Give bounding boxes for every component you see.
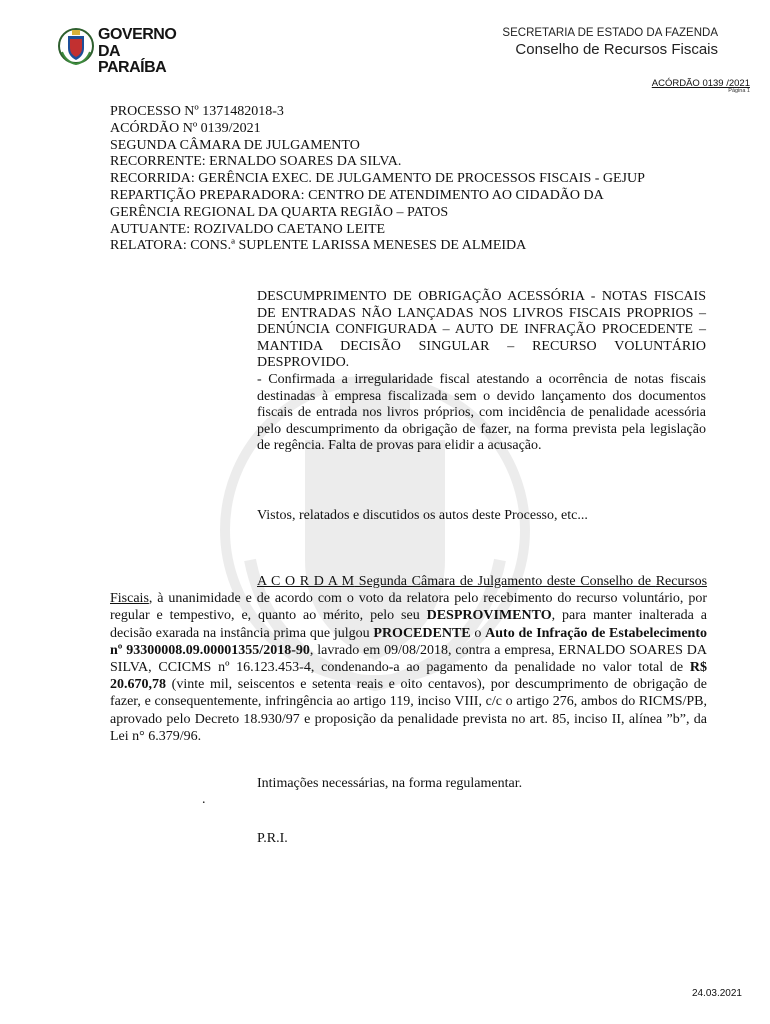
acordam-text-1: Segunda Câmara de Julgamento deste Conselho de (354, 574, 656, 589)
acordam-text-6: , lavrado em 09/08/2018, contra a empresa, ERNALDO SOARES DA SILVA, CCICMS nº 16.123.453-4, condenando-a ao pagamento da penalidade no valor total de (110, 642, 708, 676)
paraiba-coat-of-arms-icon (58, 26, 94, 66)
auto-infracao-text: Auto de Infração de Estabelecimento nº 93300008.09.00001355/2018-90 (110, 625, 708, 658)
processo-line: PROCESSO Nº 1371482018-3 (110, 104, 284, 119)
intimacoes-line: Intimações necessárias, na forma regulamentar. (257, 776, 523, 791)
logo-line2: DA PARAÍBA (98, 43, 167, 76)
ementa-body: - Confirmada a irregularidade fiscal atestando a ocorrência de notas fiscais destinadas à empresa fiscalizada sem o devido lançamento dos documentos fiscais de entrada nos livros próprios, com incidência de penalidade acessória pelo descumprimento da obrigação de fazer, na forma prevista pela legislação de regência. Falta de provas para elidir a acusação. (257, 371, 706, 454)
vistos-paragraph: Vistos, relatados e discutidos os autos deste Processo, etc... (257, 508, 588, 523)
valor-text: R$ 20.670,78 (110, 660, 707, 693)
document-date: 24.03.2021 (691, 988, 742, 999)
acordam-text-5: o (470, 625, 486, 641)
conselho-heading: Conselho de Recursos Fiscais (515, 41, 718, 58)
reparticao-line-2: GERÊNCIA REGIONAL DA QUARTA REGIÃO – PATOS (110, 204, 449, 220)
process-metadata (110, 104, 645, 255)
page-number: Página 1 (728, 88, 750, 94)
acordao-reference: ACÓRDÃO 0139 /2021 (651, 78, 750, 89)
acordam-word: A C O R D A M (257, 574, 355, 589)
procedente-text: PROCEDENTE (373, 625, 471, 641)
ementa-title: DESCUMPRIMENTO DE OBRIGAÇÃO ACESSÓRIA - NOTAS FISCAIS DE ENTRADAS NÃO LANÇADAS NOS LIVROS FISCAIS PROPRIOS – DENÚNCIA CONFIGURADA – AUTO DE INFRAÇÃO PROCEDENTE – MANTIDA DECISÃO SINGULAR – RECURSO VOLUNTÁRIO DESPROVIDO. (257, 289, 706, 371)
secretaria-heading: SECRETARIA DE ESTADO DA FAZENDA (502, 27, 718, 39)
pri-line: P.R.I. (257, 831, 288, 846)
ementa-block (257, 289, 706, 455)
acordam-text-2: Recursos Fiscais (110, 574, 708, 607)
autuante-line: AUTUANTE: ROZIVALDO CAETANO LEITE (110, 221, 386, 237)
acordam-text-7: (vinte mil, seiscentos e setenta reais e oito centavos), por descumprimento de obrigação de fazer, e consequentemente, infringência ao artigo 119, inciso VIII, c/c o artigo 276, ambos do RICMS/PB, aprovado pelo Decreto 18.930/97 e proposição da penalidade prevista no art. 85, inciso II, alínea ”b”, da Lei n° 6.379/96. (110, 677, 707, 744)
government-logo (58, 26, 184, 76)
acordam-paragraph (110, 573, 707, 745)
reparticao-line-1: REPARTIÇÃO PREPARADORA: CENTRO DE ATENDIMENTO AO CIDADÃO DA (110, 187, 604, 203)
camara-line: SEGUNDA CÂMARA DE JULGAMENTO (110, 137, 360, 153)
acordao-line: ACÓRDÃO Nº 0139/2021 (110, 120, 261, 136)
recorrente-line: RECORRENTE: ERNALDO SOARES DA SILVA. (110, 154, 402, 170)
acordam-text-3: , à unanimidade e de acordo com o voto da relatora pelo recebimento do recurso voluntário, por regular e tempestivo, e, quanto ao mérito, pelo seu (110, 591, 707, 624)
recorrida-line: RECORRIDA: GERÊNCIA EXEC. DE JULGAMENTO DE PROCESSOS FISCAIS - GEJUP (110, 171, 645, 187)
dot-mark: . (202, 792, 206, 807)
acordam-text-4: , para manter inalterada a decisão exarada na instância prima que julgou (110, 608, 707, 641)
relatora-line: RELATORA: CONS.ª SUPLENTE LARISSA MENESES DE ALMEIDA (110, 238, 527, 254)
logo-line1: GOVERNO (98, 26, 177, 43)
desprovimento-text: DESPROVIMENTO (426, 608, 552, 624)
